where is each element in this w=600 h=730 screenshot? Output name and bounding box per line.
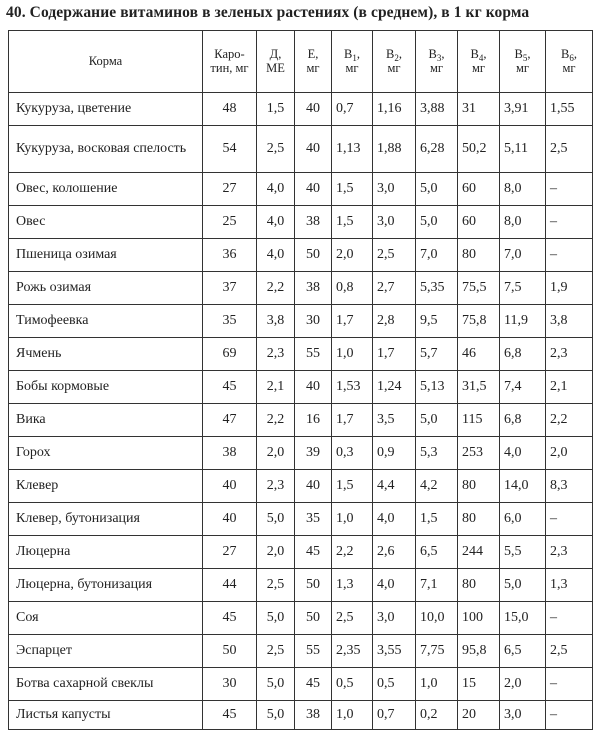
value-cell: 80 <box>458 569 500 602</box>
value-cell: 15 <box>458 668 500 701</box>
value-cell: 50 <box>295 569 332 602</box>
value-cell: 4,0 <box>257 239 295 272</box>
value-cell: 15,0 <box>500 602 546 635</box>
header-vitamin-b3: $B_3$, мг <box>416 31 458 93</box>
value-cell: 2,5 <box>257 569 295 602</box>
value-cell: 253 <box>458 437 500 470</box>
value-cell: 2,3 <box>257 338 295 371</box>
value-cell: 1,5 <box>257 93 295 126</box>
value-cell: 2,1 <box>546 371 593 404</box>
value-cell: 3,8 <box>546 305 593 338</box>
value-cell: 1,24 <box>373 371 416 404</box>
table-row <box>9 404 593 437</box>
table-row <box>9 569 593 602</box>
header-vitamin-b5: $B_5$, мг <box>500 31 546 93</box>
table-row <box>9 93 593 126</box>
feed-name-cell: Ячмень <box>9 338 203 371</box>
value-cell: 244 <box>458 536 500 569</box>
value-cell: 2,2 <box>546 404 593 437</box>
feed-name-cell: Листья капусты <box>9 701 203 730</box>
value-cell: 45 <box>203 602 257 635</box>
value-cell: 2,7 <box>373 272 416 305</box>
value-cell: 0,3 <box>332 437 373 470</box>
value-cell: 0,9 <box>373 437 416 470</box>
feed-name-cell: Овес, колошение <box>9 173 203 206</box>
vitamin-table <box>8 30 593 730</box>
value-cell: 0,7 <box>373 701 416 730</box>
table-row <box>9 239 593 272</box>
value-cell: 2,5 <box>332 602 373 635</box>
header-vitamin-d: Д, МЕ <box>257 31 295 93</box>
value-cell: 3,8 <box>257 305 295 338</box>
feed-name-cell: Ботва сахарной свеклы <box>9 668 203 701</box>
value-cell: 5,0 <box>257 701 295 730</box>
table-row <box>9 126 593 173</box>
table-row <box>9 503 593 536</box>
feed-name-cell: Соя <box>9 602 203 635</box>
value-cell: 1,0 <box>332 338 373 371</box>
value-cell: 3,88 <box>416 93 458 126</box>
value-cell: 5,0 <box>257 503 295 536</box>
value-cell: 31 <box>458 93 500 126</box>
value-cell: 2,5 <box>373 239 416 272</box>
table-row <box>9 668 593 701</box>
value-cell: 1,9 <box>546 272 593 305</box>
value-cell: 40 <box>295 371 332 404</box>
feed-name-cell: Вика <box>9 404 203 437</box>
value-cell: 38 <box>295 206 332 239</box>
value-cell: 6,5 <box>500 635 546 668</box>
feed-name-cell: Клевер, бутонизация <box>9 503 203 536</box>
table-row <box>9 272 593 305</box>
feed-name-cell: Бобы кормовые <box>9 371 203 404</box>
value-cell: 5,13 <box>416 371 458 404</box>
value-cell: 27 <box>203 536 257 569</box>
value-cell: 75,8 <box>458 305 500 338</box>
value-cell: 6,8 <box>500 404 546 437</box>
feed-name-cell: Люцерна, бутонизация <box>9 569 203 602</box>
value-cell: 40 <box>203 470 257 503</box>
feed-name-cell: Рожь озимая <box>9 272 203 305</box>
value-cell: 1,3 <box>332 569 373 602</box>
value-cell: 1,88 <box>373 126 416 173</box>
value-cell: 25 <box>203 206 257 239</box>
value-cell: 5,35 <box>416 272 458 305</box>
value-cell: 47 <box>203 404 257 437</box>
value-cell: 2,3 <box>546 536 593 569</box>
feed-name-cell: Кукуруза, цветение <box>9 93 203 126</box>
value-cell: 55 <box>295 338 332 371</box>
value-cell: 0,5 <box>332 668 373 701</box>
value-cell: 4,4 <box>373 470 416 503</box>
table-row <box>9 338 593 371</box>
value-cell: 2,0 <box>500 668 546 701</box>
value-cell: 2,6 <box>373 536 416 569</box>
value-cell: 1,55 <box>546 93 593 126</box>
value-cell: 45 <box>295 668 332 701</box>
value-cell: 1,5 <box>416 503 458 536</box>
header-row <box>9 31 593 93</box>
value-cell: 2,0 <box>332 239 373 272</box>
feed-name-cell: Тимофеевка <box>9 305 203 338</box>
value-cell: 2,3 <box>546 338 593 371</box>
value-cell: 2,0 <box>257 536 295 569</box>
value-cell: 5,5 <box>500 536 546 569</box>
value-cell: 4,0 <box>500 437 546 470</box>
value-cell: 6,5 <box>416 536 458 569</box>
value-cell: 7,0 <box>500 239 546 272</box>
value-cell: 2,2 <box>257 272 295 305</box>
value-cell: 38 <box>295 272 332 305</box>
table-row <box>9 602 593 635</box>
value-cell: 30 <box>295 305 332 338</box>
value-cell: 44 <box>203 569 257 602</box>
value-cell: 0,2 <box>416 701 458 730</box>
value-cell: 2,5 <box>257 635 295 668</box>
value-cell: 1,7 <box>332 404 373 437</box>
value-cell: 5,3 <box>416 437 458 470</box>
feed-name-cell: Клевер <box>9 470 203 503</box>
value-cell: 2,2 <box>257 404 295 437</box>
value-cell: 36 <box>203 239 257 272</box>
value-cell: 50 <box>295 239 332 272</box>
header-feed: Корма <box>9 31 203 93</box>
value-cell: 1,13 <box>332 126 373 173</box>
value-cell: 35 <box>203 305 257 338</box>
feed-name-cell: Овес <box>9 206 203 239</box>
value-cell: 2,3 <box>257 470 295 503</box>
value-cell: 0,8 <box>332 272 373 305</box>
value-cell: 80 <box>458 503 500 536</box>
value-cell: 35 <box>295 503 332 536</box>
feed-name-cell: Люцерна <box>9 536 203 569</box>
value-cell: 60 <box>458 206 500 239</box>
value-cell: 40 <box>295 470 332 503</box>
value-cell: 50,2 <box>458 126 500 173</box>
value-cell: 69 <box>203 338 257 371</box>
value-cell: 1,5 <box>332 206 373 239</box>
table-row <box>9 470 593 503</box>
value-cell: 1,5 <box>332 173 373 206</box>
value-cell: 7,5 <box>500 272 546 305</box>
value-cell: – <box>546 503 593 536</box>
value-cell: 38 <box>203 437 257 470</box>
value-cell: 4,0 <box>257 173 295 206</box>
value-cell: – <box>546 668 593 701</box>
table-row <box>9 536 593 569</box>
value-cell: 4,0 <box>373 503 416 536</box>
value-cell: 10,0 <box>416 602 458 635</box>
value-cell: 7,0 <box>416 239 458 272</box>
value-cell: 2,35 <box>332 635 373 668</box>
value-cell: 2,8 <box>373 305 416 338</box>
value-cell: 16 <box>295 404 332 437</box>
value-cell: 5,11 <box>500 126 546 173</box>
value-cell: 95,8 <box>458 635 500 668</box>
value-cell: 20 <box>458 701 500 730</box>
value-cell: 6,28 <box>416 126 458 173</box>
value-cell: 2,2 <box>332 536 373 569</box>
value-cell: 0,5 <box>373 668 416 701</box>
value-cell: 40 <box>203 503 257 536</box>
value-cell: 3,0 <box>373 173 416 206</box>
header-vitamin-b4: $B_4$, мг <box>458 31 500 93</box>
table-row <box>9 635 593 668</box>
value-cell: 3,0 <box>373 206 416 239</box>
feed-name-cell: Эспарцет <box>9 635 203 668</box>
value-cell: 45 <box>203 701 257 730</box>
value-cell: 3,5 <box>373 404 416 437</box>
value-cell: 2,1 <box>257 371 295 404</box>
value-cell: 75,5 <box>458 272 500 305</box>
value-cell: 1,0 <box>416 668 458 701</box>
value-cell: – <box>546 173 593 206</box>
feed-name-cell: Горох <box>9 437 203 470</box>
value-cell: 3,55 <box>373 635 416 668</box>
value-cell: 6,8 <box>500 338 546 371</box>
value-cell: 9,5 <box>416 305 458 338</box>
value-cell: 4,2 <box>416 470 458 503</box>
header-carotene: Каро- тин, мг <box>203 31 257 93</box>
value-cell: 30 <box>203 668 257 701</box>
value-cell: 27 <box>203 173 257 206</box>
value-cell: 45 <box>203 371 257 404</box>
table-row <box>9 437 593 470</box>
value-cell: 100 <box>458 602 500 635</box>
value-cell: 5,0 <box>257 668 295 701</box>
value-cell: 48 <box>203 93 257 126</box>
table-row <box>9 173 593 206</box>
value-cell: 40 <box>295 126 332 173</box>
table-row <box>9 701 593 730</box>
value-cell: 2,5 <box>546 126 593 173</box>
value-cell: 5,0 <box>500 569 546 602</box>
value-cell: 8,3 <box>546 470 593 503</box>
value-cell: 14,0 <box>500 470 546 503</box>
value-cell: 55 <box>295 635 332 668</box>
value-cell: – <box>546 239 593 272</box>
value-cell: 50 <box>295 602 332 635</box>
value-cell: 2,0 <box>546 437 593 470</box>
value-cell: 1,16 <box>373 93 416 126</box>
header-vitamin-b6: $B_6$, мг <box>546 31 593 93</box>
value-cell: 60 <box>458 173 500 206</box>
value-cell: 3,0 <box>373 602 416 635</box>
table-row <box>9 305 593 338</box>
value-cell: 5,0 <box>416 404 458 437</box>
header-vitamin-b1: $B_1$, мг <box>332 31 373 93</box>
value-cell: 40 <box>295 173 332 206</box>
value-cell: 7,1 <box>416 569 458 602</box>
value-cell: 54 <box>203 126 257 173</box>
table-row <box>9 371 593 404</box>
value-cell: 1,7 <box>332 305 373 338</box>
value-cell: 11,9 <box>500 305 546 338</box>
value-cell: 50 <box>203 635 257 668</box>
value-cell: 3,0 <box>500 701 546 730</box>
value-cell: 37 <box>203 272 257 305</box>
feed-name-cell: Кукуруза, восковая спелость <box>9 126 203 173</box>
feed-name-cell: Пшеница озимая <box>9 239 203 272</box>
value-cell: 8,0 <box>500 173 546 206</box>
value-cell: 1,0 <box>332 503 373 536</box>
value-cell: 5,0 <box>416 173 458 206</box>
value-cell: 5,0 <box>416 206 458 239</box>
value-cell: 38 <box>295 701 332 730</box>
value-cell: 2,5 <box>546 635 593 668</box>
value-cell: 1,0 <box>332 701 373 730</box>
value-cell: 1,3 <box>546 569 593 602</box>
value-cell: 1,7 <box>373 338 416 371</box>
value-cell: 2,0 <box>257 437 295 470</box>
value-cell: 5,7 <box>416 338 458 371</box>
value-cell: 31,5 <box>458 371 500 404</box>
header-vitamin-e: Е, мг <box>295 31 332 93</box>
value-cell: 1,53 <box>332 371 373 404</box>
table-title: 40. Содержание витаминов в зеленых растениях (в среднем), в 1 кг корма <box>6 4 530 21</box>
table-row <box>9 206 593 239</box>
value-cell: – <box>546 602 593 635</box>
value-cell: 0,7 <box>332 93 373 126</box>
value-cell: 80 <box>458 470 500 503</box>
value-cell: 8,0 <box>500 206 546 239</box>
value-cell: 4,0 <box>373 569 416 602</box>
value-cell: 7,4 <box>500 371 546 404</box>
value-cell: – <box>546 206 593 239</box>
value-cell: 6,0 <box>500 503 546 536</box>
value-cell: 3,91 <box>500 93 546 126</box>
value-cell: 7,75 <box>416 635 458 668</box>
value-cell: 39 <box>295 437 332 470</box>
header-vitamin-b2: $B_2$, мг <box>373 31 416 93</box>
value-cell: 46 <box>458 338 500 371</box>
value-cell: 80 <box>458 239 500 272</box>
value-cell: 2,5 <box>257 126 295 173</box>
value-cell: 45 <box>295 536 332 569</box>
value-cell: – <box>546 701 593 730</box>
value-cell: 115 <box>458 404 500 437</box>
value-cell: 40 <box>295 93 332 126</box>
value-cell: 1,5 <box>332 470 373 503</box>
value-cell: 4,0 <box>257 206 295 239</box>
value-cell: 5,0 <box>257 602 295 635</box>
